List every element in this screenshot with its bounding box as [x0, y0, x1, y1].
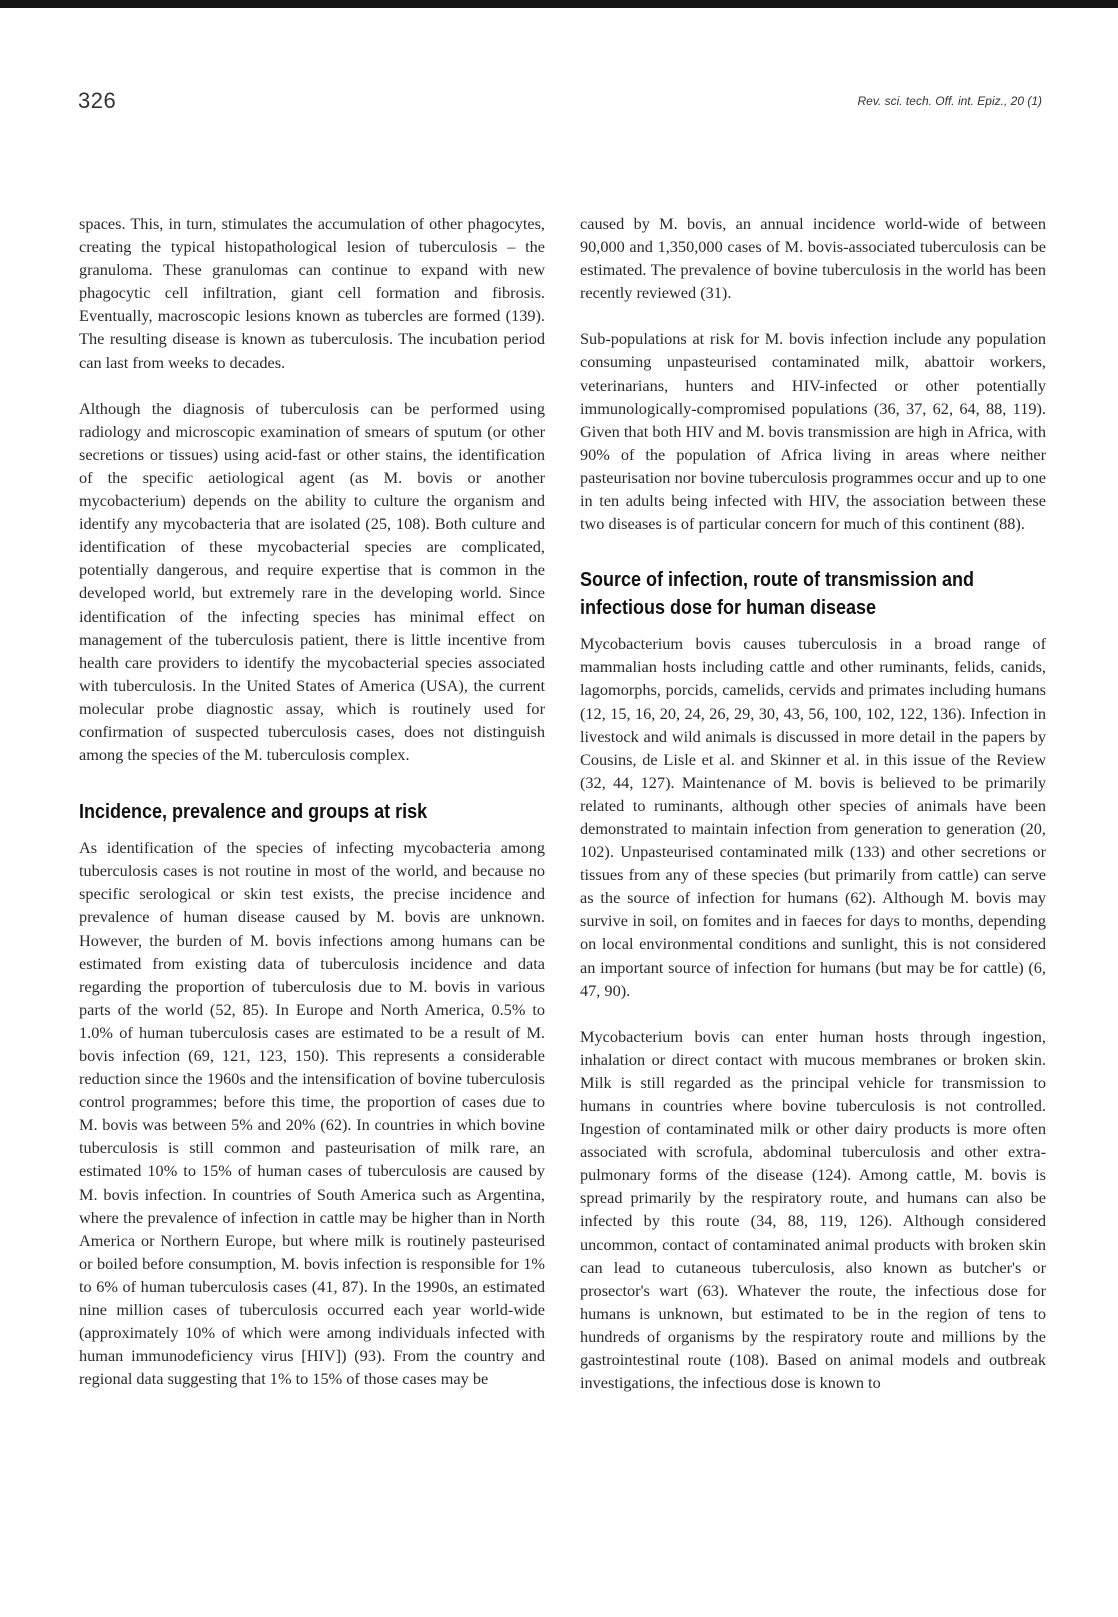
left-column: [79, 212, 545, 1390]
running-head: Rev. sci. tech. Off. int. Epiz., 20 (1): [857, 94, 1042, 108]
body-paragraph: As identification of the species of infecting mycobacteria among tuberculosis cases is not routine in most of the world, and because no specific serological or skin test exists, the precise incidence and prevalence of human disease caused by M. bovis are unknown. However, the burden of M. bovis infections among humans can be estimated from existing data of tuberculosis incidence and data regarding the proportion of tuberculosis due to M. bovis in various parts of the world (52, 85). In Europe and North America, 0.5% to 1.0% of human tuberculosis cases are estimated to be a result of M. bovis infection (69, 121, 123, 150). This represents a considerable reduction since the 1960s and the intensification of bovine tuberculosis control programmes; before this time, the proportion of cases due to M. bovis was between 5% and 20% (62). In countries in which bovine tuberculosis is still common and pasteurisation of milk rare, an estimated 10% to 15% of human cases of tuberculosis are caused by M. bovis infection. In countries of South America such as Argentina, where the prevalence of infection in cattle may be higher than in North America or Northern Europe, but where milk is routinely pasteurised or boiled before consumption, M. bovis infection is responsible for 1% to 6% of human tuberculosis cases (41, 87). In the 1990s, an estimated nine million cases of tuberculosis occurred each year world-wide (approximately 10% of which were among individuals infected with human immunodeficiency virus [HIV]) (93). From the country and regional data suggesting that 1% to 15% of those cases may be: [79, 838, 545, 1389]
right-column: [580, 212, 1046, 1394]
body-paragraph: spaces. This, in turn, stimulates the accumulation of other phagocytes, creating the typical histopathological lesion of tuberculosis – the granuloma. These granulomas can continue to expand with new phagocytic cell infiltration, giant cell formation and fibrosis. Eventually, macroscopic lesions known as tubercles are formed (139). The resulting disease is known as tuberculosis. The incubation period can last from weeks to decades.: [79, 214, 545, 372]
body-paragraph: Although the diagnosis of tuberculosis can be performed using radiology and microscopic examination of smears of sputum (or other secretions or tissues) using acid-fast or other stains, the identification of the specific aetiological agent (as M. bovis or another mycobacterium) depends on the ability to culture the organism and identify any mycobacteria that are isolated (25, 108). Both culture and identification of these mycobacterial species are complicated, potentially dangerous, and require expertise that is common in the developed world, but extremely rare in the developing world. Since identification of the infecting species has minimal effect on management of the tuberculosis patient, there is little incentive from health care providers to identify the mycobacterial species associated with tuberculosis. In the United States of America (USA), the current molecular probe diagnostic assay, which is routinely used for confirmation of suspected tuberculosis cases, does not distinguish among the species of the M. tuberculosis complex.: [79, 398, 545, 765]
body-paragraph: caused by M. bovis, an annual incidence world-wide of between 90,000 and 1,350,000 cases of M. bovis-associated tuberculosis can be estimated. The prevalence of bovine tuberculosis in the world has been recently reviewed (31).: [580, 214, 1046, 303]
section-heading: Source of infection, route of transmission and infectious dose for human disease: [580, 569, 975, 620]
section-heading: Incidence, prevalence and groups at risk: [79, 801, 428, 824]
body-paragraph: Mycobacterium bovis causes tuberculosis in a broad range of mammalian hosts including cattle and other ruminants, felids, canids, lagomorphs, porcids, camelids, cervids and primates including humans (12, 15, 16, 20, 24, 26, 29, 30, 43, 56, 100, 102, 122, 136). Infection in livestock and wild animals is discussed in more detail in the papers by Cousins, de Lisle et al. and Skinner et al. in this issue of the Review (32, 44, 127). Maintenance of M. bovis is believed to be primarily related to ruminants, although other species of animals have been demonstrated to maintain infection from generation to generation (20, 102). Unpasteurised contaminated milk (133) and other secretions or tissues from any of these species (but primarily from cattle) can serve as the source of infection for humans (62). Although M. bovis may survive in soil, on fomites and in faeces for days to months, depending on local environmental conditions and sunlight, this is not considered an important source of infection for humans (but may be for cattle) (6, 47, 90).: [580, 634, 1046, 1000]
page-number: 326: [78, 88, 117, 113]
body-paragraph: Sub-populations at risk for M. bovis infection include any population consuming unpasteurised contaminated milk, abattoir workers, veterinarians, hunters and HIV-infected or other potentially immunologically-compromised populations (36, 37, 62, 64, 88, 119). Given that both HIV and M. bovis transmission are high in Africa, with 90% of the population of Africa living in areas where neither pasteurisation nor bovine tuberculosis programmes occur and up to one in ten adults being infected with HIV, the association between these two diseases is of particular concern for much of this continent (88).: [580, 329, 1046, 534]
top-rule: [0, 0, 1118, 8]
body-paragraph: Mycobacterium bovis can enter human hosts through ingestion, inhalation or direct contact with mucous membranes or broken skin. Milk is still regarded as the principal vehicle for transmission to humans in countries where bovine tuberculosis is not controlled. Ingestion of contaminated milk or other dairy products is more often associated with scrofula, abdominal tuberculosis and other extra-pulmonary forms of the disease (124). Among cattle, M. bovis is spread primarily by the respiratory route, and humans can also be infected by this route (34, 88, 119, 126). Although considered uncommon, contact of contaminated animal products with broken skin can lead to cutaneous tuberculosis, also known as butcher's or prosector's wart (63). Whatever the route, the infectious dose for humans is unknown, but estimated to be in the region of tens to hundreds of organisms by the respiratory route and millions by the gastrointestinal route (108). Based on animal models and outbreak investigations, the infectious dose is known to: [580, 1026, 1046, 1393]
